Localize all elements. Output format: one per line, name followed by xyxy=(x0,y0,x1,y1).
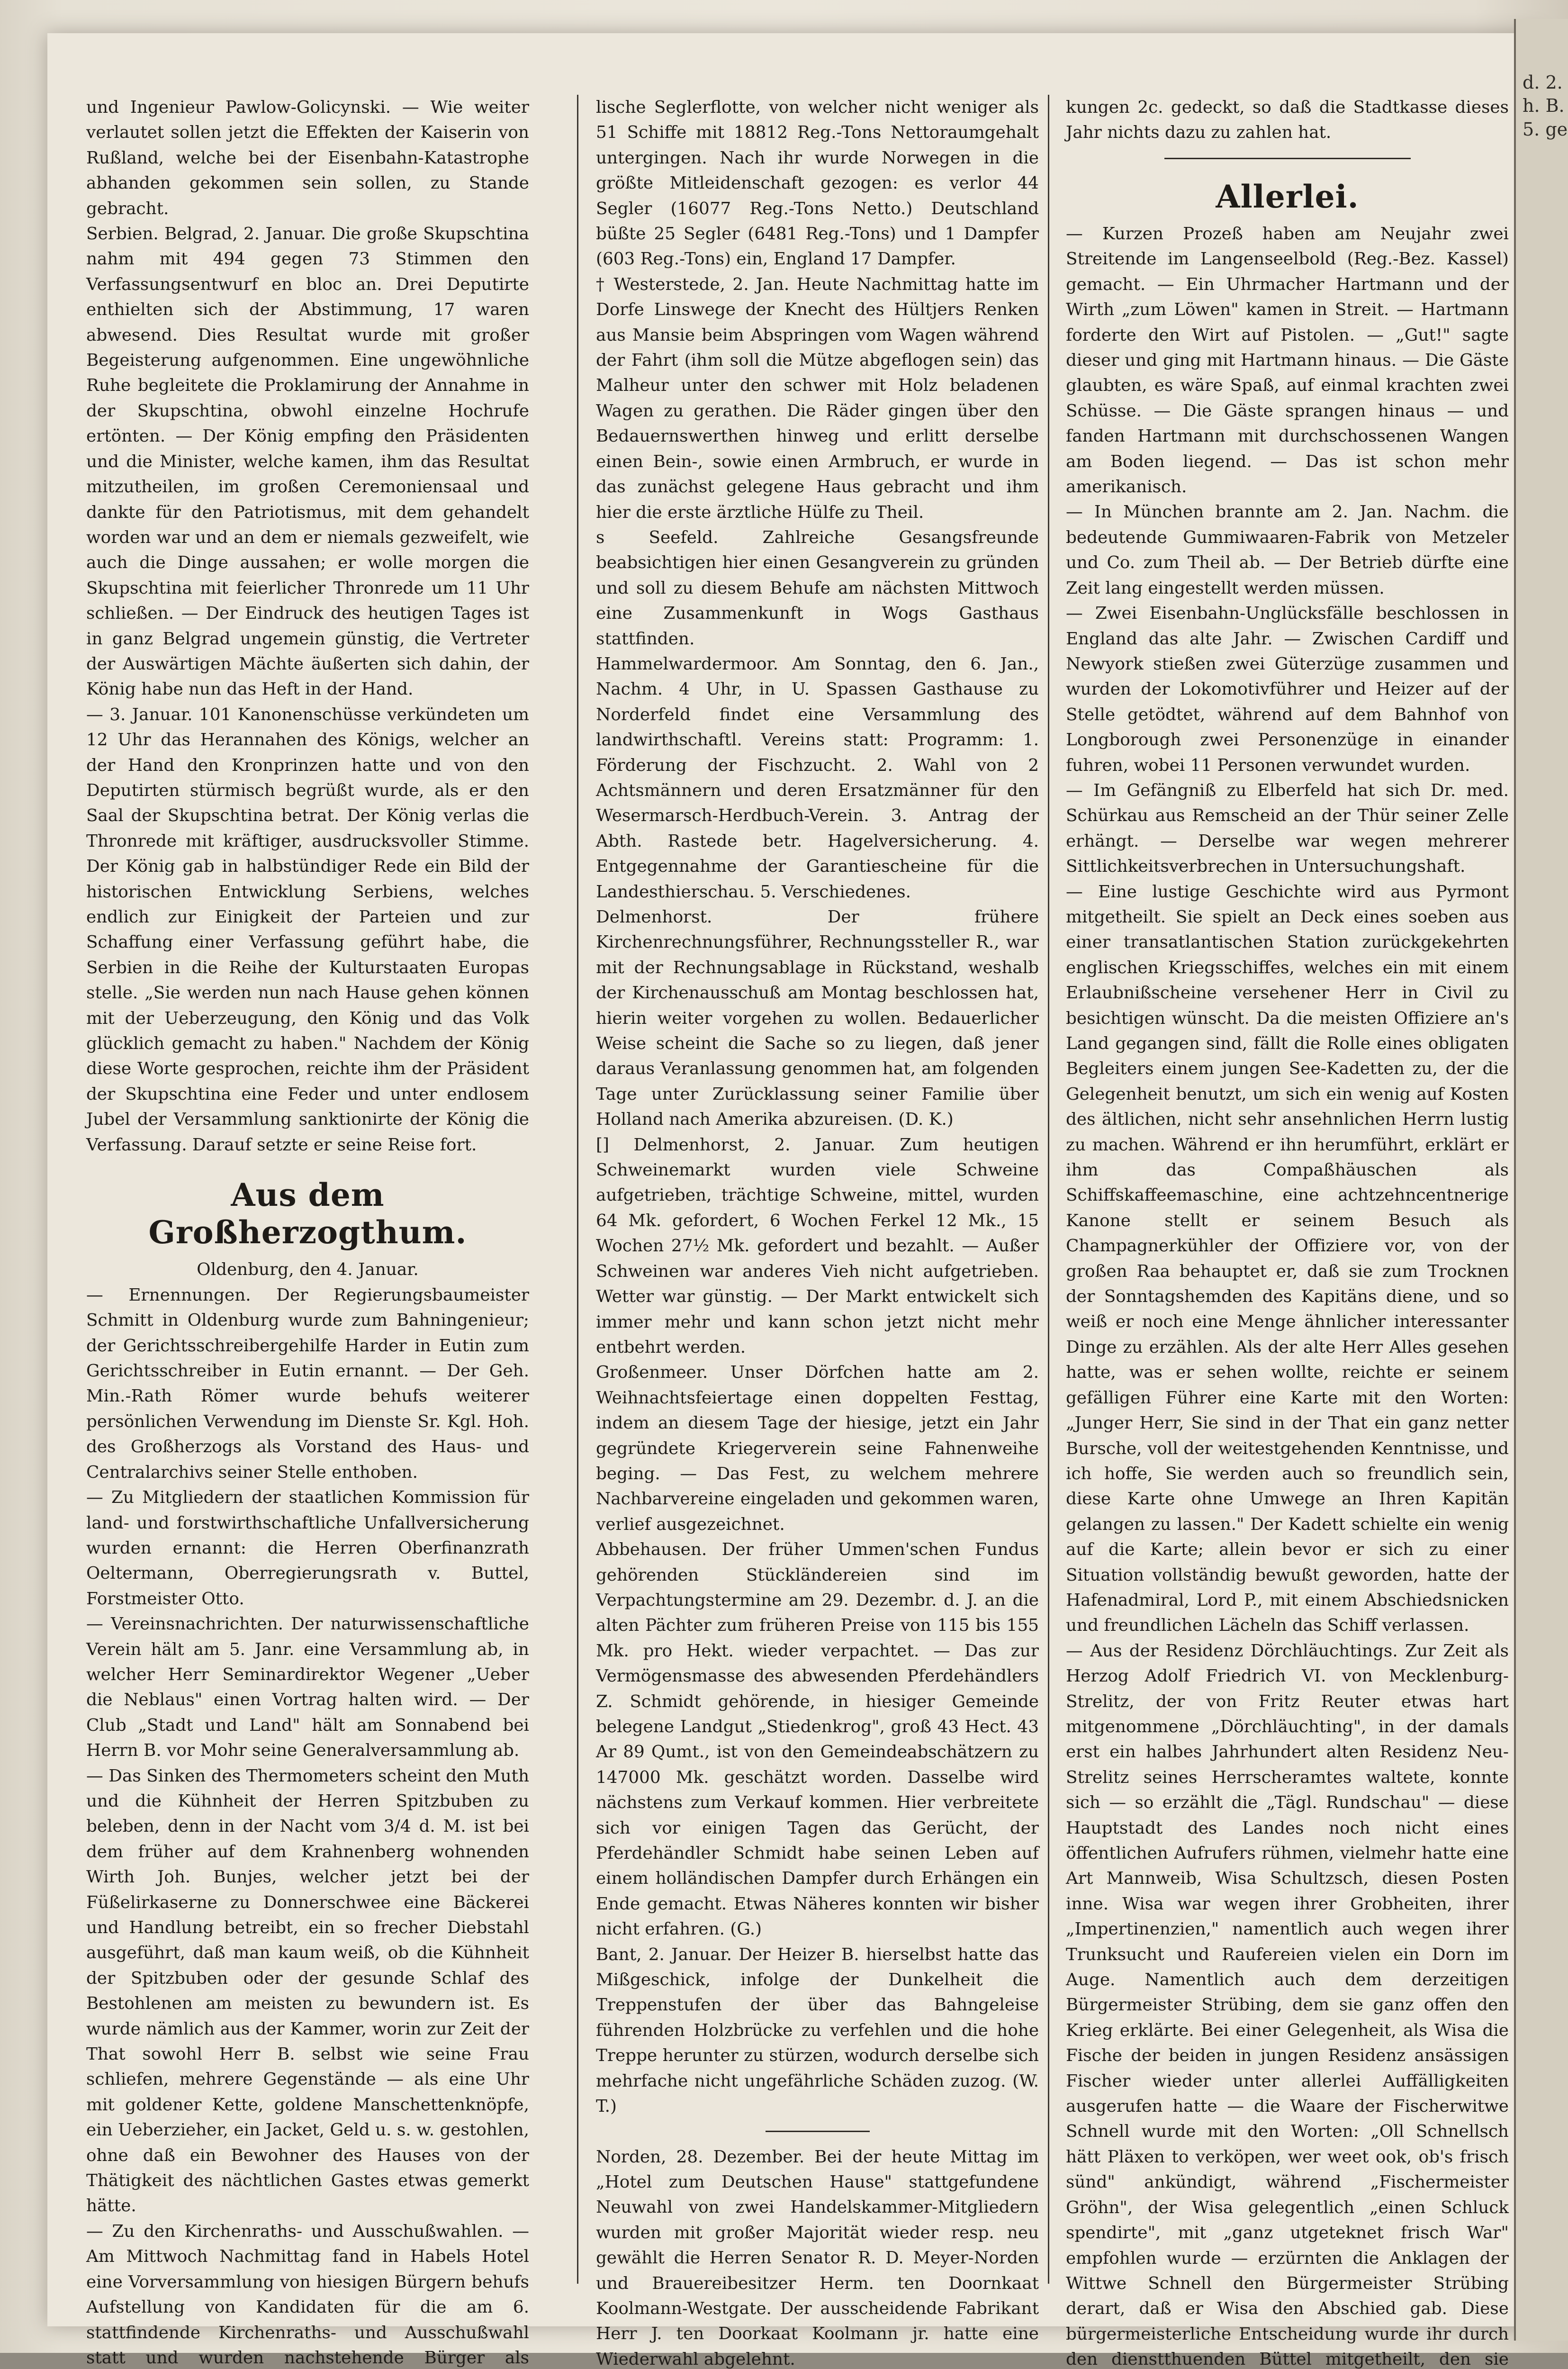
section-title: Aus dem Großherzogthum. xyxy=(86,1176,529,1251)
article-text: [] Delmenhorst, 2. Januar. Zum heutigen Schweinemarkt wurden viele Schweine aufgetrieben, trächtige Schweine, mittel, wurden 64 Mk. gefordert, 6 Wochen Ferkel 12 Mk., 15 Wochen 27½ Mk. gefordert und bezahlt. — Außer Schweinen war anderes Vieh nicht aufgetrieben. Wetter war günstig. — Der Markt entwickelt sich immer mehr und kann schon jetzt nicht mehr entbehrt werden. xyxy=(596,1132,1039,1360)
separator-rule xyxy=(1164,158,1411,159)
article-text: s Seefeld. Zahlreiche Gesangsfreunde beabsichtigen hier einen Gesangverein zu gründen und soll zu diesem Behufe am nächsten Mittwoch eine Zusammenkunft in Wogs Gasthaus stattfinden. xyxy=(596,525,1039,651)
article-text: — In München brannte am 2. Jan. Nachm. die bedeutende Gummiwaaren-Fabrik von Metzeler und Co. zum Theil ab. — Der Betrieb dürfte eine Zeit lang eingestellt werden müssen. xyxy=(1066,499,1509,601)
article-text: — Im Gefängniß zu Elberfeld hat sich Dr. med. Schürkau aus Remscheid an der Thür seiner Zelle erhängt. — Derselbe war wegen mehrerer Sittlichkeitsverbrechen in Untersuchungshaft. xyxy=(1066,778,1509,879)
article-text: — Ernennungen. Der Regierungsbaumeister Schmitt in Oldenburg wurde zum Bahningenieur; der Gerichtsschreibergehilfe Harder in Eutin zum Gerichtsschreiber in Eutin ernannt. — Der Geh. Min.-Rath Römer wurde behufs weiterer persönlichen Verwendung im Dienste Sr. Kgl. Hoh. des Großherzogs als Vorstand des Haus- und Centralarchivs seiner Stelle enthoben. xyxy=(86,1283,529,1485)
adjacent-page-fragments: d. 2. h. B. 5. ge xyxy=(1516,71,1568,141)
column-1 xyxy=(86,95,529,2369)
article-text: Delmenhorst. Der frühere Kirchenrechnungsführer, Rechnungssteller R., war mit der Rechnungsablage in Rückstand, weshalb der Kirchenausschuß am Montag beschlossen hat, hierin weiter vorgehen zu wollen. Bedauerlicher Weise scheint die Sache so zu liegen, daß jener daraus Veranlassung genommen hat, am folgenden Tage unter Zurücklassung seiner Familie über Holland nach Amerika abzureisen. (D. K.) xyxy=(596,904,1039,1132)
article-text: — Kurzen Prozeß haben am Neujahr zwei Streitende im Langenseelbold (Reg.-Bez. Kassel) gemacht. — Ein Uhrmacher Hartmann und der Wirth „zum Löwen" kamen in Streit. — Hartmann forderte den Wirt auf Pistolen. — „Gut!" sagte dieser und ging mit Hartmann hinaus. — Die Gäste glaubten, es wäre Spaß, auf einmal krachten zwei Schüsse. — Die Gäste sprangen hinaus — und fanden Hartmann mit durchschossenen Wangen am Boden liegend. — Das ist schon mehr amerikanisch. xyxy=(1066,221,1509,499)
article-text: Hammelwardermoor. Am Sonntag, den 6. Jan., Nachm. 4 Uhr, in U. Spassen Gasthause zu Norderfeld findet eine Versammlung des landwirthschaftl. Vereins statt: Programm: 1. Förderung der Fischzucht. 2. Wahl von 2 Achtsmännern und deren Ersatzmänner für den Wesermarsch-Herdbuch-Verein. 3. Antrag der Abth. Rastede betr. Hagelversicherung. 4. Entgegennahme der Garantiescheine für die Landesthierschau. 5. Verschiedenes. xyxy=(596,651,1039,904)
article-text: — Zwei Eisenbahn-Unglücksfälle beschlossen in England das alte Jahr. — Zwischen Cardiff und Newyork stießen zwei Güterzüge zusammen und wurden der Lokomotivführer und Heizer auf der Stelle getödtet, während auf dem Bahnhof von Longborough zwei Personenzüge in einander fuhren, wobei 11 Personen verwundet wurden. xyxy=(1066,601,1509,778)
article-text: Norden, 28. Dezember. Bei der heute Mittag im „Hotel zum Deutschen Hause" stattgefundene Neuwahl von zwei Handelskammer-Mitgliedern wurden mit großer Majorität wieder resp. neu gewählt die Herren Senator R. D. Meyer-Norden und Brauereibesitzer Herm. ten Doornkaat Koolmann-Westgate. Der ausscheidende Fabrikant Herr J. ten Doorkaat Koolmann jr. hatte eine Wiederwahl abgelehnt. xyxy=(596,2144,1039,2369)
column-2 xyxy=(596,95,1039,2369)
article-text: lische Seglerflotte, von welcher nicht weniger als 51 Schiffe mit 18812 Reg.-Tons Nettoraumgehalt untergingen. Nach ihr wurde Norwegen in die größte Mitleidenschaft gezogen: es verlor 44 Segler (16077 Reg.-Tons Netto.) Deutschland büßte 25 Segler (6481 Reg.-Tons) und 1 Dampfer (603 Reg.-Tons) ein, England 17 Dampfer. xyxy=(596,95,1039,272)
column-divider-2 xyxy=(1048,95,1049,2284)
separator-rule xyxy=(766,2131,870,2132)
article-text: und Ingenieur Pawlow-Golicynski. — Wie weiter verlautet sollen jetzt die Effekten der Kaiserin von Rußland, welche bei der Eisenbahn-Katastrophe abhanden gekommen sein sollen, zu Stande gebracht. xyxy=(86,95,529,221)
article-text: † Westerstede, 2. Jan. Heute Nachmittag hatte im Dorfe Linswege der Knecht des Hültjers Renken aus Mansie beim Abspringen vom Wagen während der Fahrt (ihm soll die Mütze abgeflogen sein) das Malheur unter den schwer mit Holz beladenen Wagen zu gerathen. Die Räder gingen über den Bedauernswerthen hinweg und erlitt derselbe einen Bein-, sowie einen Armbruch, er wurde in das zunächst gelegene Haus gebracht und ihm hier die erste ärztliche Hülfe zu Theil. xyxy=(596,272,1039,525)
column-3 xyxy=(1066,95,1509,2369)
section-title: Allerlei. xyxy=(1066,178,1509,216)
article-text: — Zu den Kirchenraths- und Ausschußwahlen. — Am Mittwoch Nachmittag fand in Habels Hotel eine Vorversammlung von hiesigen Bürgern behufs Aufstellung von Kandidaten für die am 6. stattfindende Kirchenraths- und Ausschußwahl statt und wurden nachstehende Bürger als xyxy=(86,2219,529,2369)
adjacent-page-edge xyxy=(1514,19,1568,2341)
article-text: — Zu Mitgliedern der staatlichen Kommission für land- und forstwirthschaftliche Unfallversicherung wurden ernannt: die Herren Oberfinanzrath Oeltermann, Oberregierungsrath v. Buttel, Forstmeister Otto. xyxy=(86,1485,529,1611)
article-text: — Vereinsnachrichten. Der naturwissenschaftliche Verein hält am 5. Janr. eine Versammlung ab, in welcher Herr Seminardirektor Wegener „Ueber die Neblaus" einen Vortrag halten wird. — Der Club „Stadt und Land" hält am Sonnabend bei Herrn B. vor Mohr seine Generalversammlung ab. xyxy=(86,1611,529,1763)
dateline: Oldenburg, den 4. Januar. xyxy=(86,1257,529,1282)
article-serbien: Serbien. Belgrad, 2. Januar. Die große Skupschtina nahm mit 494 gegen 73 Stimmen den Verfassungsentwurf en bloc an. Drei Deputirte enthielten sich der Abstimmung, 17 waren abwesend. Dies Resultat wurde mit großer Begeisterung aufgenommen. Eine ungewöhnliche Ruhe begleitete die Proklamirung der Annahme in der Skupschtina, obwohl einzelne Hochrufe ertönten. — Der König empfing den Präsidenten und die Minister, welche kamen, ihm das Resultat mitzutheilen, im großen Ceremoniensaal und dankte für den Patriotismus, mit dem gehandelt worden war und an dem er niemals gezweifelt, wie auch die Dinge aussahen; er wolle morgen die Skupschtina mit feierlicher Thronrede um 11 Uhr schließen. — Der Eindruck des heutigen Tages ist in ganz Belgrad ungemein günstig, die Vertreter der Auswärtigen Mächte äußerten sich dahin, der König habe nun das Heft in der Hand. xyxy=(86,221,529,702)
article-text: Bant, 2. Januar. Der Heizer B. hierselbst hatte das Mißgeschick, infolge der Dunkelheit die Treppenstufen der über das Bahngeleise führenden Holzbrücke zu verfehlen und die hohe Treppe herunter zu stürzen, wodurch derselbe sich mehrfache nicht ungefährliche Schäden zuzog. (W. T.) xyxy=(596,1942,1039,2119)
article-text: — 3. Januar. 101 Kanonenschüsse verkündeten um 12 Uhr das Herannahen des Königs, welcher an der Hand den Kronprinzen hatte und von den Deputirten stürmisch begrüßt wurde, als er den Saal der Skupschtina betrat. Der König verlas die Thronrede mit kräftiger, ausdrucksvoller Stimme. Der König gab in halbstündiger Rede ein Bild der historischen Entwicklung Serbiens, welches endlich zur Einigkeit der Parteien und zur Schaffung einer Verfassung geführt habe, die Serbien in die Reihe der Kulturstaaten Europas stelle. „Sie werden nun nach Hause gehen können mit der Ueberzeugung, den König und das Volk glücklich gemacht zu haben." Nachdem der König diese Worte gesprochen, reichte ihm der Präsident der Skupschtina eine Feder und unter endlosem Jubel der Versammlung sanktionirte der König die Verfassung. Darauf setzte er seine Reise fort. xyxy=(86,702,529,1157)
article-text: — Das Sinken des Thermometers scheint den Muth und die Kühnheit der Herren Spitzbuben zu beleben, denn in der Nacht vom 3/4 d. M. ist bei dem früher auf dem Krahnenberg wohnenden Wirth Joh. Bunjes, welcher jetzt bei der Füßelirkaserne zu Donnerschwee eine Bäckerei und Handlung betreibt, ein so frecher Diebstahl ausgeführt, daß man kaum weiß, ob die Kühnheit der Spitzbuben oder der gesunde Schlaf des Bestohlenen am meisten zu bewundern ist. Es wurde nämlich aus der Kammer, worin zur Zeit der That sowohl Herr B. selbst wie seine Frau schliefen, mehrere Gegenstände — als eine Uhr mit goldener Kette, goldene Manschettenknöpfe, ein Ueberzieher, ein Jacket, Geld u. s. w. gestohlen, ohne daß ein Bewohner des Hauses von der Thätigkeit des nächtlichen Gastes etwas gemerkt hätte. xyxy=(86,1763,529,2219)
article-text: Abbehausen. Der früher Ummen'schen Fundus gehörenden Stückländereien sind im Verpachtungstermine am 29. Dezembr. d. J. an die alten Pächter zum früheren Preise von 115 bis 155 Mk. pro Hekt. wieder verpachtet. — Das zur Vermögensmasse des abwesenden Pferdehändlers Z. Schmidt gehörende, in hiesiger Gemeinde belegene Landgut „Stiedenkrog", groß 43 Hect. 43 Ar 89 Qumt., ist von den Gemeindeabschätzern zu 147000 Mk. geschätzt worden. Dasselbe wird nächstens zum Verkauf kommen. Hier verbreitete sich vor einigen Tagen das Gerücht, der Pferdehändler Schmidt habe seinen Leben auf einem holländischen Dampfer durch Erhängen ein Ende gemacht. Etwas Näheres konnten wir bisher nicht erfahren. (G.) xyxy=(596,1537,1039,1942)
article-text: Großenmeer. Unser Dörfchen hatte am 2. Weihnachtsfeiertage einen doppelten Festtag, indem an diesem Tage der hiesige, jetzt ein Jahr gegründete Kriegerverein seine Fahnenweihe beging. — Das Fest, zu welchem mehrere Nachbarvereine eingeladen und gekommen waren, verlief ausgezeichnet. xyxy=(596,1360,1039,1537)
column-divider-1 xyxy=(577,95,578,2284)
article-text: — Eine lustige Geschichte wird aus Pyrmont mitgetheilt. Sie spielt an Deck eines soeben aus einer transatlantischen Station zurückgekehrten englischen Kriegsschiffes, welches ein mit einem Erlaubnißscheine versehener Herr in Civil zu besichtigen wünscht. Da die meisten Offiziere an's Land gegangen sind, fällt die Rolle eines obligaten Begleiters einem jungen See-Kadetten zu, der die Gelegenheit benutzt, um sich ein wenig auf Kosten des ältlichen, nicht sehr ansehnlichen Herrn lustig zu machen. Während er ihn herumführt, erklärt er ihm das Compaßhäuschen als Schiffskaffeemaschine, eine achtzehncentnerige Kanone stellt er seinem Besuch als Champagnerkühler der Offiziere vor, von der großen Raa behauptet er, daß sie zum Trocknen der Sonntagshemden des Kapitäns diene, und so weiß er noch eine Menge ähnlicher interessanter Dinge zu erzählen. Als der alte Herr Alles gesehen hatte, was er sehen wollte, reichte er seinem gefälligen Führer eine Karte mit den Worten: „Junger Herr, Sie sind in der That ein ganz netter Bursche, voll der weitestgehenden Kenntnisse, und ich hoffe, Sie werden auch so freundlich sein, diese Karte ohne Umwege an Ihren Kapitän gelangen zu lassen." Der Kadett schielte ein wenig auf die Karte; allein bevor er sich zu einer Situation vollständig bewußt geworden, hatte der Hafenadmiral, Lord P., mit einem Abschiedsnicken und freundlichen Lächeln das Schiff verlassen. xyxy=(1066,879,1509,1638)
article-text: — Aus der Residenz Dörchläuchtings. Zur Zeit als Herzog Adolf Friedrich VI. von Mecklenburg-Strelitz, der von Fritz Reuter etwas hart mitgenommene „Dörchläuchting", in der damals erst ein halbes Jahrhundert alten Residenz Neu-Strelitz seines Herrscheramtes waltete, konnte sich — so erzählt die „Tägl. Rundschau" — diese Hauptstadt des Landes noch nicht eines öffentlichen Aufrufers rühmen, vielmehr hatte eine Art Mannweib, Wisa Schultzsch, diesen Posten inne. Wisa war wegen ihrer Grobheiten, ihrer „Impertinenzien," namentlich auch wegen ihrer Trunksucht und Raufereien vielen ein Dorn im Auge. Namentlich auch dem derzeitigen Bürgermeister Strübing, dem sie ganz offen den Krieg erklärte. Bei einer Gelegenheit, als Wisa die Fische der beiden in jungen Residenz ansässigen Fischer wieder unter allerlei Auffälligkeiten ausgerufen hatte — die Waare der Fischerwitwe Schnell wurde mit den Worten: „Oll Schnellsch hätt Pläxen to verköpen, wer weet ook, ob's frisch sünd" ankündigt, während „Fischermeister Gröhn", der Wisa gelegentlich „einen Schluck spendirte", mit „ganz utgeteknet frisch War" empfohlen wurde — erzürnten die Anklagen der Wittwe Schnell den Bürgermeister Strübing derart, daß er Wisa den Abschied gab. Diese bürgermeisterliche Entscheidung wurde ihr durch den dienstthuenden Büttel mitgetheilt, den sie xyxy=(1066,1638,1509,2369)
article-text: kungen 2c. gedeckt, so daß die Stadtkasse dieses Jahr nichts dazu zu zahlen hat. xyxy=(1066,95,1509,145)
